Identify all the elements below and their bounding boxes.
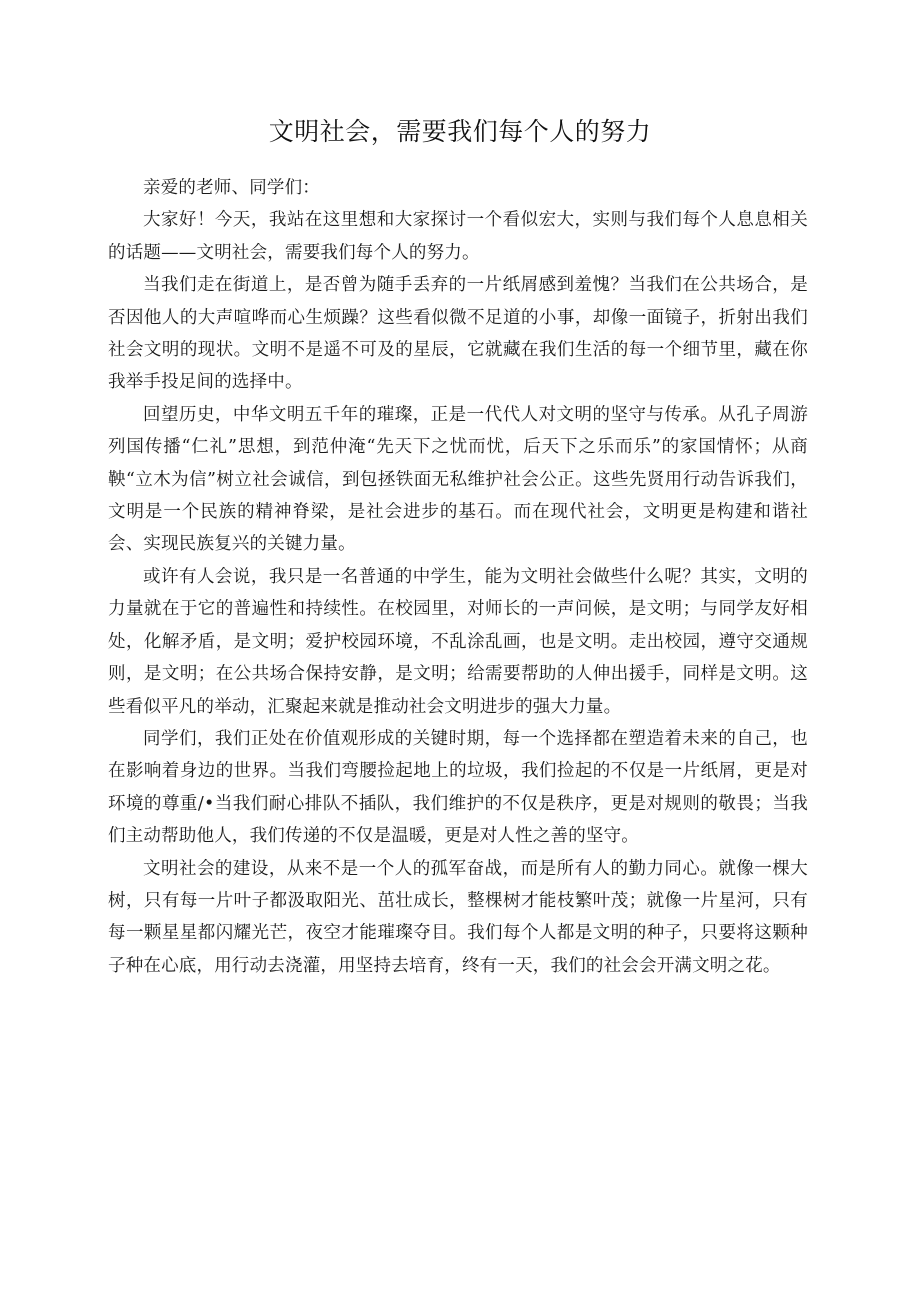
closing-paragraph: 文明社会的建设，从来不是一个人的孤军奋战，而是所有人的勤力同心。就像一棵大树，只有每一片叶子都汲取阳光、茁壮成长，整棵树才能枝繁叶茂；就像一片星河，只有每一颗星星都闪耀光芒，夜空才能璀璨夺目。我们每个人都是文明的种子，只要将这颗种子种在心底，用行动去浇灌，用坚持去培育，终有一天，我们的社会会开满文明之花。 [108, 858, 808, 976]
body-paragraph: 同学们，我们正处在价值观形成的关键时期，每一个选择都在塑造着未来的自己，也在影响着身边的世界。当我们弯腰捡起地上的垃圾，我们捡起的不仅是一片纸屑，更是对环境的尊重/•当我们耐心排队不插队，我们维护的不仅是秩序，更是对规则的敬畏；当我们主动帮助他人，我们传递的不仅是温暖，更是对人性之善的坚守。 [108, 728, 808, 847]
body-paragraph: 或许有人会说，我只是一名普通的中学生，能为文明社会做些什么呢？其实，文明的力量就在于它的普遍性和持续性。在校园里，对师长的一声问候，是文明；与同学友好相处，化解矛盾，是文明；爱护校园环境，不乱涂乱画，也是文明。走出校园，遵守交通规则，是文明；在公共场合保持安静，是文明；给需要帮助的人伸出援手，同样是文明。这些看似平凡的举动，汇聚起来就是推动社会文明进步的强大力量。 [108, 566, 808, 717]
body-paragraph: 当我们走在街道上，是否曾为随手丢弃的一片纸屑感到羞愧？当我们在公共场合，是否因他人的大声喧哗而心生烦躁？这些看似微不足道的小事，却像一面镜子，折射出我们社会文明的现状。文明不是遥不可及的星辰，它就藏在我们生活的每一个细节里，藏在你我举手投足间的选择中。 [108, 275, 808, 393]
opening-paragraph: 大家好！今天，我站在这里想和大家探讨一个看似宏大，实则与我们每个人息息相关的话题——文明社会，需要我们每个人的努力。 [108, 210, 808, 263]
body-paragraph: 回望历史，中华文明五千年的璀璨，正是一代代人对文明的坚守与传承。从孔子周游列国传播“仁礼”思想，到范仲淹“先天下之忧而忧，后天下之乐而乐”的家国情怀；从商鞅“立木为信”树立社会诚信，到包拯铁面无私维护社会公正。这些先贤用行动告诉我们，文明是一个民族的精神脊梁，是社会进步的基石。而在现代社会，文明更是构建和谐社会、实现民族复兴的关键力量。 [108, 404, 808, 555]
greeting-paragraph: 亲爱的老师、同学们： [143, 178, 320, 198]
document-body [108, 172, 808, 982]
document-title: 文明社会，需要我们每个人的努力 [268, 117, 652, 146]
